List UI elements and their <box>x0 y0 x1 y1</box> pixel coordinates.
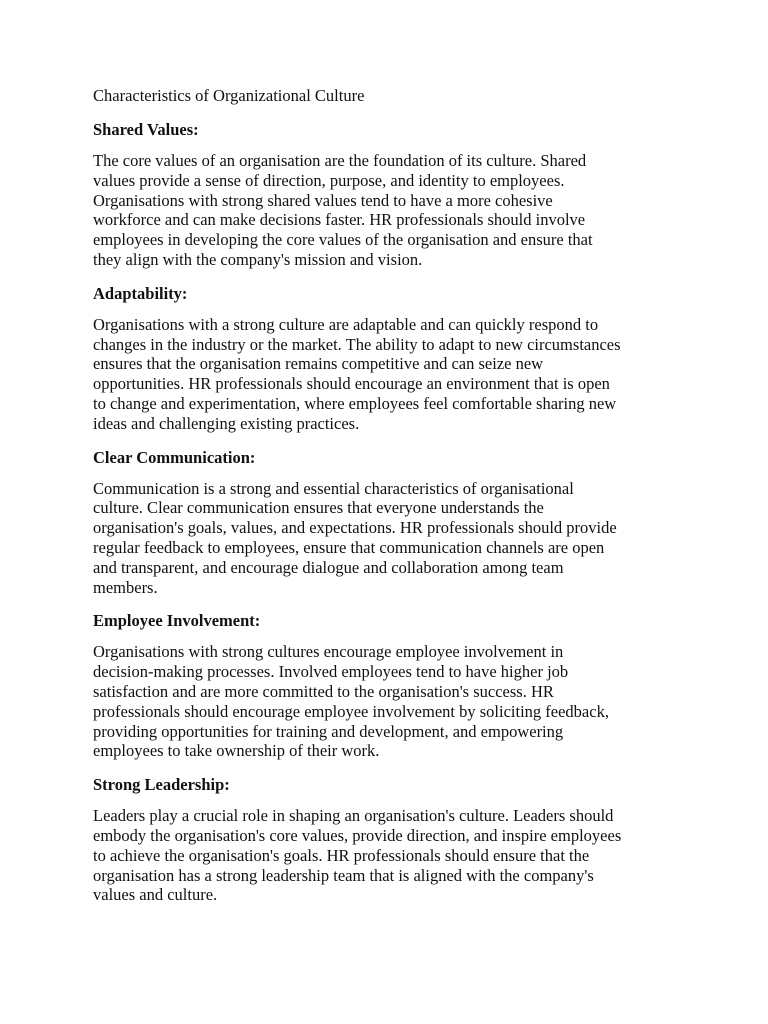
text-line: employees to take ownership of their work. <box>93 741 380 761</box>
text-line: members. <box>93 577 158 597</box>
text-line: values and culture. <box>93 885 218 905</box>
text-line: The core values of an organisation are the foundation of its culture. Shared <box>93 151 587 170</box>
section-clear-communication <box>93 448 693 598</box>
text-line: Organisations with a strong culture are adaptable and can quickly respond to <box>93 314 599 334</box>
section-body <box>93 151 693 270</box>
text-line: changes in the industry or the market. The ability to adapt to new circumstances <box>93 334 621 354</box>
section-employee-involvement <box>93 611 693 761</box>
text-line: regular feedback to employees, ensure that communication channels are open <box>93 537 605 557</box>
section-heading: Strong Leadership: <box>93 775 230 795</box>
text-line: opportunities. HR professionals should encourage an environment that is open <box>93 374 610 394</box>
text-line: and transparent, and encourage dialogue and collaboration among team <box>93 557 564 577</box>
text-line: Communication is a strong and essential characteristics of organisational <box>93 478 574 498</box>
text-line: satisfaction and are more committed to the organisation's success. HR <box>93 681 554 701</box>
text-line: providing opportunities for training and development, and empowering <box>93 721 564 741</box>
text-line: workforce and can make decisions faster. HR professionals should involve <box>93 210 586 230</box>
section-body <box>93 479 693 598</box>
text-line: to change and experimentation, where employees feel comfortable sharing new <box>93 393 617 413</box>
text-line: decision-making processes. Involved employees tend to have higher job <box>93 662 569 682</box>
section-heading: Employee Involvement: <box>93 611 261 631</box>
section-heading: Adaptability: <box>93 283 188 303</box>
document-page <box>93 86 693 919</box>
text-line: employees in developing the core values of the organisation and ensure that <box>93 230 593 250</box>
text-line: professionals should encourage employee involvement by soliciting feedback, <box>93 701 609 721</box>
text-line: values provide a sense of direction, purpose, and identity to employees. <box>93 170 565 190</box>
text-line: they align with the company's mission and vision. <box>93 249 423 269</box>
text-line: embody the organisation's core values, provide direction, and inspire employees <box>93 825 622 845</box>
section-heading: Clear Communication: <box>93 447 256 467</box>
section-body <box>93 642 693 761</box>
document-title: Characteristics of Organizational Culture <box>93 86 365 105</box>
text-line: Organisations with strong cultures encourage employee involvement in <box>93 642 564 662</box>
section-body <box>93 315 693 434</box>
text-line: to achieve the organisation's goals. HR professionals should ensure that the <box>93 845 590 865</box>
text-line: culture. Clear communication ensures that everyone understands the <box>93 498 544 518</box>
text-line: organisation has a strong leadership team that is aligned with the company's <box>93 865 594 885</box>
text-line: Leaders play a crucial role in shaping an organisation's culture. Leaders should <box>93 806 614 826</box>
text-line: ideas and challenging existing practices. <box>93 413 360 433</box>
text-line: organisation's goals, values, and expectations. HR professionals should provide <box>93 518 617 538</box>
section-body <box>93 806 693 905</box>
section-strong-leadership <box>93 775 693 905</box>
section-shared-values <box>93 120 693 270</box>
section-heading: Shared Values: <box>93 120 199 139</box>
text-line: Organisations with strong shared values tend to have a more cohesive <box>93 190 553 210</box>
section-adaptability <box>93 284 693 434</box>
text-line: ensures that the organisation remains competitive and can seize new <box>93 354 544 374</box>
